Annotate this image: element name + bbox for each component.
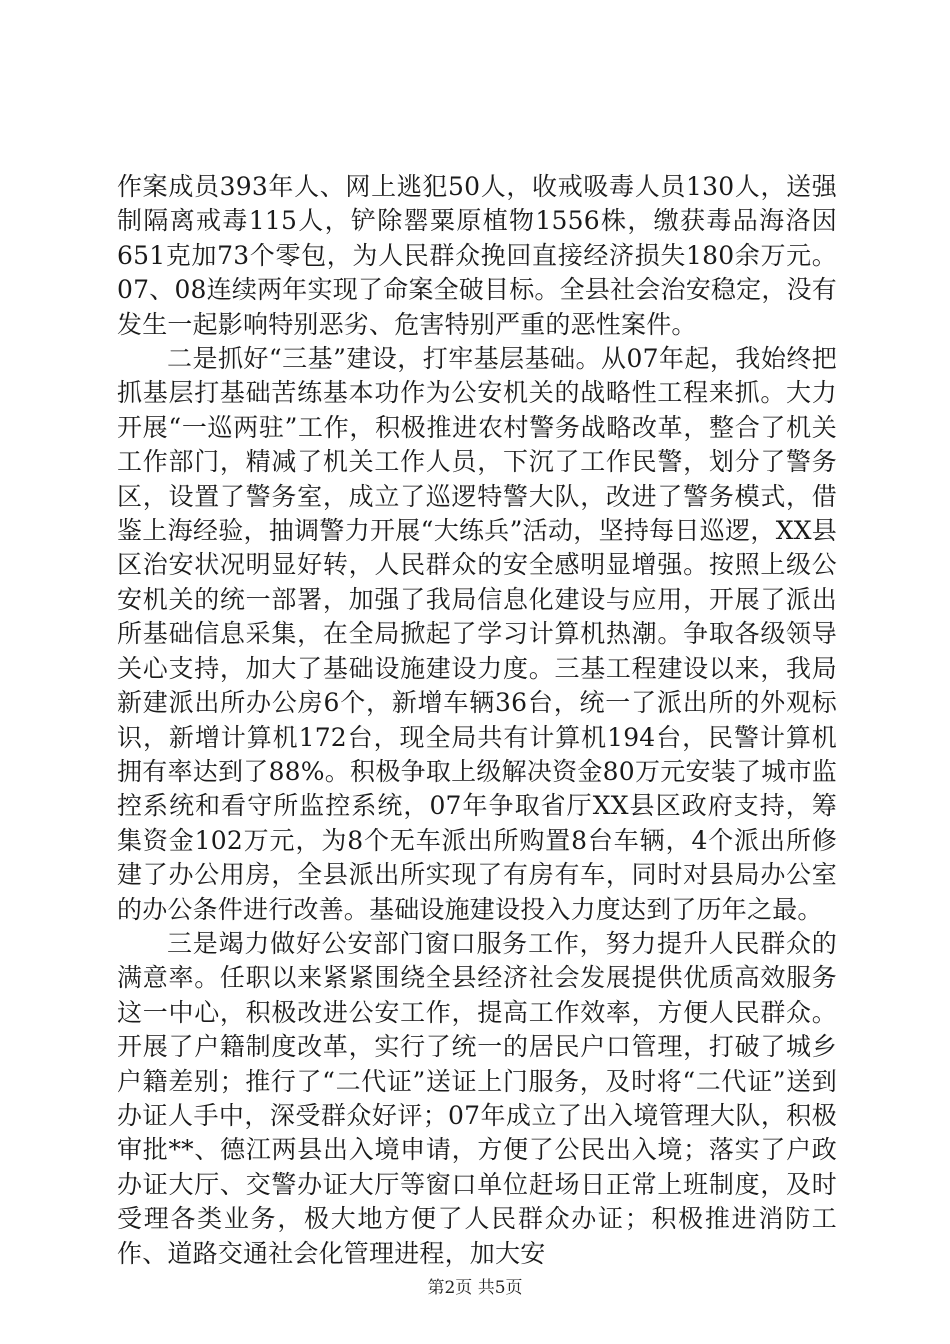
- paragraph-2: 二是抓好“三基”建设，打牢基层基础。从07年起，我始终把抓基层打基础苦练基本功作为公安机关的战略性工程来抓。大力开展“一巡两驻”工作，积极推进农村警务战略改革，整合了机关工作部门，精减了机关工作人员，下沉了工作民警，划分了警务区，设置了警务室，成立了巡逻特警大队，改进了警务模式，借鉴上海经验，抽调警力开展“大练兵”活动，坚持每日巡逻，XX县区治安状况明显好转，人民群众的安全感明显增强。按照上级公安机关的统一部署，加强了我局信息化建设与应用，开展了派出所基础信息采集，在全局掀起了学习计算机热潮。争取各级领导关心支持，加大了基础设施建设力度。三基工程建设以来，我局新建派出所办公房6个，新增车辆36台，统一了派出所的外观标识，新增计算机172台，现全局共有计算机194台，民警计算机拥有率达到了88%。积极争取上级解决资金80万元安装了城市监控系统和看守所监控系统，07年争取省厅XX县区政府支持，筹集资金102万元，为8个无车派出所购置8台车辆，4个派出所修建了办公用房，全县派出所实现了有房有车，同时对县局办公室的办公条件进行改善。基础设施建设投入力度达到了历年之最。: [117, 344, 837, 924]
- paragraph-3: 三是竭力做好公安部门窗口服务工作，努力提升人民群众的满意率。任职以来紧紧围绕全县经济社会发展提供优质高效服务这一中心，积极改进公安工作，提高工作效率，方便人民群众。开展了户籍制度改革，实行了统一的居民户口管理，打破了城乡户籍差别；推行了“二代证”送证上门服务，及时将“二代证”送到办证人手中，深受群众好评；07年成立了出入境管理大队，积极审批**、德江两县出入境申请，方便了公民出入境；落实了户政办证大厅、交警办证大厅等窗口单位赶场日正常上班制度，及时受理各类业务，极大地方便了人民群众办证；积极推进消防工作、道路交通社会化管理进程，加大安: [117, 928, 837, 1268]
- page-footer: 第2页 共5页: [427, 1278, 523, 1298]
- document-body: [117, 170, 837, 1271]
- paragraph-1: 作案成员393年人、网上逃犯50人，收戒吸毒人员130人，送强制隔离戒毒115人，铲除罂粟原植物1556株，缴获毒品海洛因651克加73个零包，为人民群众挽回直接经济损失180余万元。07、08连续两年实现了命案全破目标。全县社会治安稳定，没有发生一起影响特别恶劣、危害特别严重的恶性案件。: [117, 172, 837, 339]
